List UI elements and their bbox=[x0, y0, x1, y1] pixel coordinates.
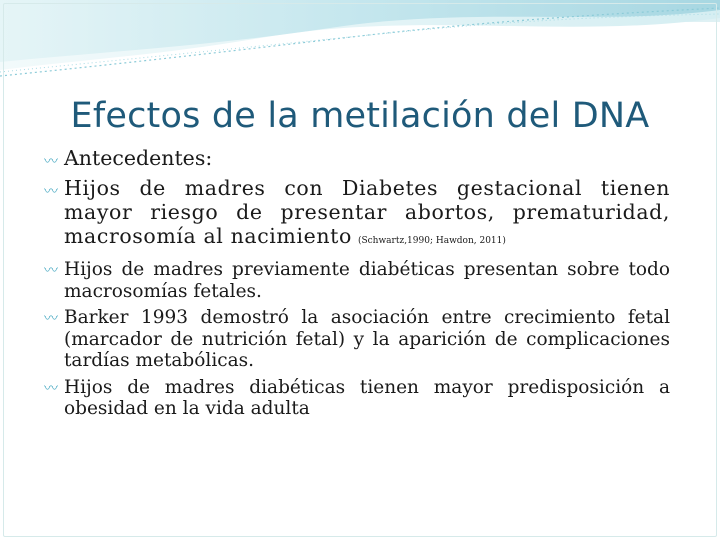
bullet-antecedentes bbox=[44, 146, 670, 170]
bullet-text: Hijos de madres con Diabetes gestacional tienen mayor riesgo de presentar abortos, prematuridad, macrosomía al nacimiento bbox=[64, 176, 670, 248]
bullet-text: Antecedentes: bbox=[64, 146, 213, 170]
decorative-wave-band bbox=[0, 0, 720, 90]
bullet-previamente bbox=[44, 259, 670, 302]
bullet-barker bbox=[44, 307, 670, 372]
slide-title: Efectos de la metilación del DNA bbox=[70, 96, 650, 136]
bullet-text: Hijos de madres diabéticas tienen mayor predisposición a obesidad en la vida adulta bbox=[64, 376, 670, 419]
wave-bullet-icon: 〰 bbox=[44, 184, 59, 200]
bullet-text: Hijos de madres previamente diabéticas presentan sobre todo macrosomías fetales. bbox=[64, 259, 670, 302]
bullet-obesidad bbox=[44, 377, 670, 420]
wave-bullet-icon: 〰 bbox=[44, 311, 58, 327]
wave-bullet-icon: 〰 bbox=[44, 380, 58, 397]
bullet-list bbox=[44, 146, 670, 425]
citation: (Schwartz,1990; Hawdon, 2011) bbox=[357, 236, 506, 246]
bullet-gestacional bbox=[44, 176, 670, 253]
wave-bullet-icon: 〰 bbox=[44, 263, 58, 279]
wave-bullet-icon: 〰 bbox=[44, 154, 58, 170]
bullet-text: Barker 1993 demostró la asociación entre crecimiento fetal (marcador de nutrición fetal) y la aparición de complicaciones tardías metabólicas. bbox=[64, 307, 670, 371]
